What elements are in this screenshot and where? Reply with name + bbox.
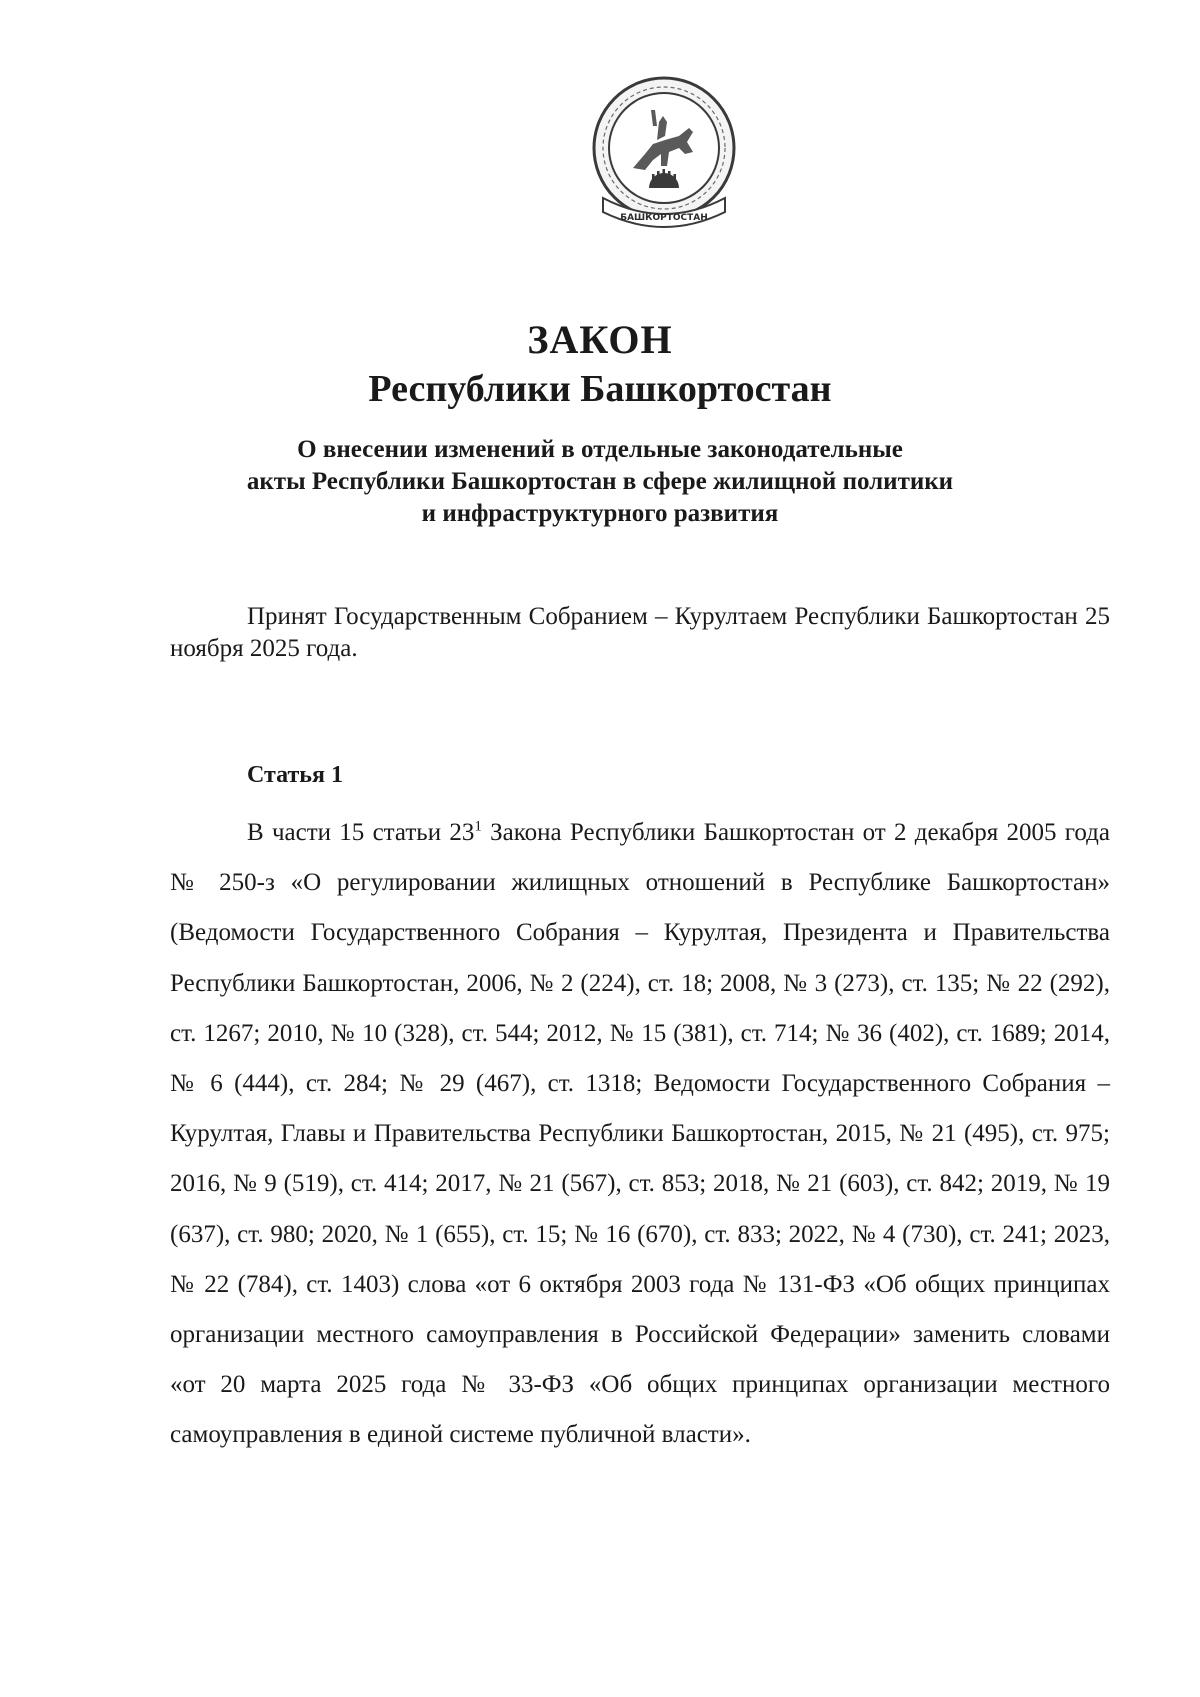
emblem-ribbon-text: БАШКОРТОСТАН xyxy=(620,213,708,223)
article-1-text-rest: Закона Республики Башкортостан от 2 декабря 2005 года № 250-з «О регулировании жилищных отношений в Республике Башкортостан» (Ведомости Государственного Собрания – Курултая, Президента и Правительства Республики Башкортостан, 2006, № 2 (224), ст. 18; 2008, № 3 (273), ст. 135; № 22 (292), ст. 1267; 2010, № 10 (328), ст. 544; 2012, № 15 (381), ст. 714; № 36 (402), ст. 1689; 2014, № 6 (444), ст. 284; № 29 (467), ст. 1318; Ведомости Государственного Собрания – Курултая, Главы и Правительства Республики Башкортостан, 2015, № 21 (495), ст. 975; 2016, № 9 (519), ст. 414; 2017, № 21 (567), ст. 853; 2018, № 21 (603), ст. 842; 2019, № 19 (637), ст. 980; 2020, № 1 (655), ст. 15; № 16 (670), ст. 833; 2022, № 4 (730), ст. 241; 2023, № 22 (784), ст. 1403) слова «от 6 октября 2003 года № 131-ФЗ «Об общих принципах организации местного самоуправления в Российской Федерации» заменить словами «от 20 марта 2025 года № 33-ФЗ «Об общих принципах организации местного самоуправления в единой системе публичной власти». xyxy=(170,819,1110,1449)
article-number-superscript: 1 xyxy=(474,818,482,835)
document-subtitle: Республики Башкортостан xyxy=(368,368,832,410)
article-1-text xyxy=(170,808,1110,1461)
adoption-note: Принят Государственным Собранием – Курултаем Республики Башкортостан 25 ноября 2025 года. xyxy=(170,603,1110,662)
law-subject-line: акты Республики Башкортостан в сфере жилищной политики xyxy=(246,468,954,495)
law-subject xyxy=(170,434,1030,530)
law-subject-line: О внесении изменений в отдельные законодательные xyxy=(297,436,903,463)
bashkortostan-coat-of-arms-icon xyxy=(573,70,756,240)
article-1-text-start: В части 15 статьи 23 xyxy=(247,819,475,846)
article-1-heading: Статья 1 xyxy=(247,762,343,788)
law-subject-line: и инфраструктурного развития xyxy=(421,500,779,527)
document-title: ЗАКОН xyxy=(527,317,673,362)
